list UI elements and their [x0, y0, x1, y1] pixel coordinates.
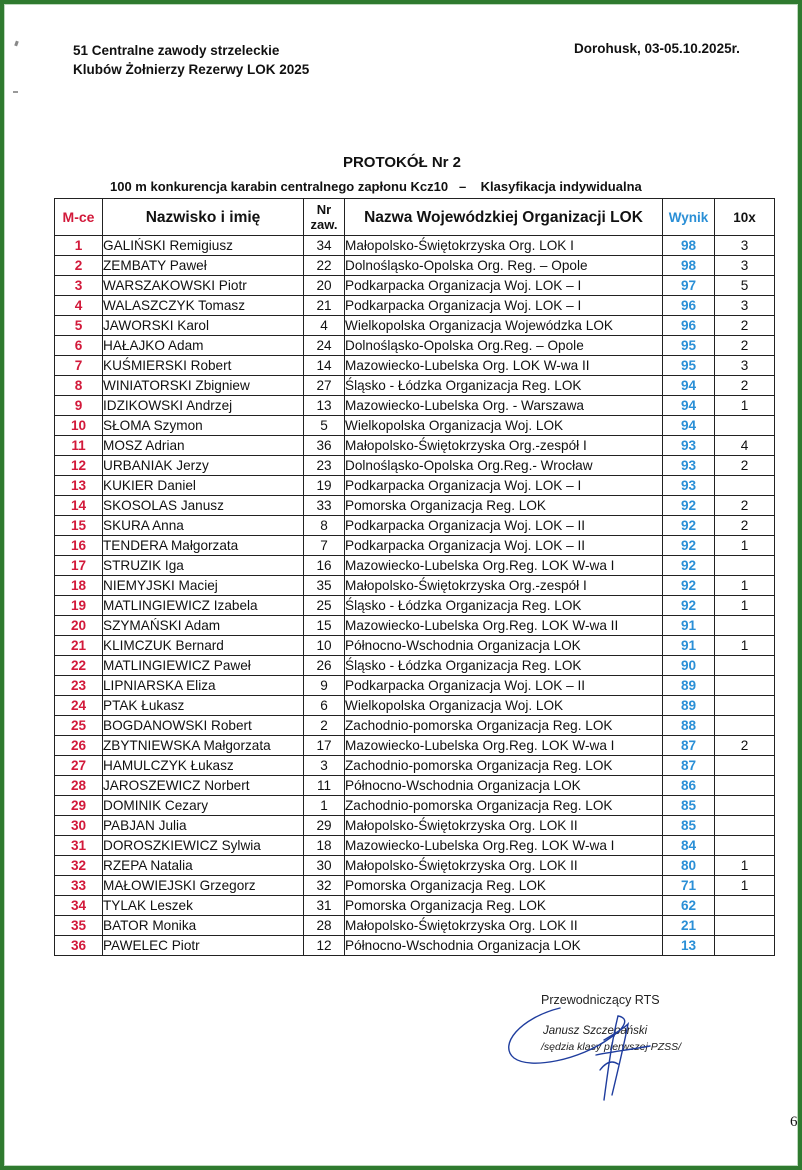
- row-organization: Mazowiecko-Lubelska Org.Reg. LOK W-wa II: [345, 616, 663, 636]
- row-score: 95: [663, 336, 715, 356]
- row-name: SŁOMA Szymon: [103, 416, 304, 436]
- row-tens: 5: [715, 276, 775, 296]
- row-organization: Północno-Wschodnia Organizacja LOK: [345, 776, 663, 796]
- row-name: MATLINGIEWICZ Izabela: [103, 596, 304, 616]
- row-number: 22: [304, 256, 345, 276]
- row-name: RZEPA Natalia: [103, 856, 304, 876]
- row-number: 7: [304, 536, 345, 556]
- row-tens: [715, 776, 775, 796]
- row-score: 94: [663, 416, 715, 436]
- row-tens: [715, 896, 775, 916]
- signature-role: Przewodniczący RTS: [541, 993, 660, 1007]
- row-score: 92: [663, 516, 715, 536]
- row-score: 92: [663, 596, 715, 616]
- row-tens: [715, 556, 775, 576]
- header-organization: Nazwa Wojewódzkiej Organizacji LOK: [345, 199, 663, 236]
- row-organization: Podkarpacka Organizacja Woj. LOK – I: [345, 276, 663, 296]
- row-tens: 1: [715, 856, 775, 876]
- row-name: HAMULCZYK Łukasz: [103, 756, 304, 776]
- row-score: 92: [663, 576, 715, 596]
- row-score: 92: [663, 556, 715, 576]
- row-tens: [715, 676, 775, 696]
- handwritten-signature: [500, 1000, 690, 1105]
- row-place: 28: [55, 776, 103, 796]
- row-score: 80: [663, 856, 715, 876]
- row-organization: Podkarpacka Organizacja Woj. LOK – I: [345, 296, 663, 316]
- row-tens: [715, 756, 775, 776]
- row-place: 24: [55, 696, 103, 716]
- table-row: [55, 556, 775, 576]
- row-tens: 1: [715, 636, 775, 656]
- row-tens: 2: [715, 316, 775, 336]
- row-tens: 2: [715, 736, 775, 756]
- row-tens: 1: [715, 596, 775, 616]
- row-number: 17: [304, 736, 345, 756]
- table-header-row: [55, 199, 775, 236]
- table-row: [55, 896, 775, 916]
- row-number: 26: [304, 656, 345, 676]
- competition-header: [73, 41, 309, 79]
- place-date: Dorohusk, 03-05.10.2025r.: [574, 41, 740, 56]
- row-place: 4: [55, 296, 103, 316]
- row-tens: 1: [715, 396, 775, 416]
- row-place: 9: [55, 396, 103, 416]
- row-organization: Podkarpacka Organizacja Woj. LOK – II: [345, 536, 663, 556]
- table-row: [55, 716, 775, 736]
- table-row: [55, 456, 775, 476]
- row-number: 2: [304, 716, 345, 736]
- row-tens: 3: [715, 356, 775, 376]
- row-place: 2: [55, 256, 103, 276]
- row-name: DOROSZKIEWICZ Sylwia: [103, 836, 304, 856]
- row-organization: Śląsko - Łódzka Organizacja Reg. LOK: [345, 656, 663, 676]
- row-number: 18: [304, 836, 345, 856]
- table-row: [55, 636, 775, 656]
- table-row: [55, 676, 775, 696]
- row-score: 91: [663, 636, 715, 656]
- protocol-subtitle: 100 m konkurencja karabin centralnego zapłonu Kcz10 – Klasyfikacja indywidualna: [110, 179, 642, 194]
- row-number: 28: [304, 916, 345, 936]
- row-place: 8: [55, 376, 103, 396]
- row-organization: Pomorska Organizacja Reg. LOK: [345, 496, 663, 516]
- row-score: 90: [663, 656, 715, 676]
- row-place: 25: [55, 716, 103, 736]
- row-name: KLIMCZUK Bernard: [103, 636, 304, 656]
- table-row: [55, 856, 775, 876]
- row-place: 19: [55, 596, 103, 616]
- row-organization: Pomorska Organizacja Reg. LOK: [345, 896, 663, 916]
- table-row: [55, 696, 775, 716]
- row-score: 97: [663, 276, 715, 296]
- row-organization: Śląsko - Łódzka Organizacja Reg. LOK: [345, 596, 663, 616]
- row-score: 96: [663, 296, 715, 316]
- row-organization: Mazowiecko-Lubelska Org.Reg. LOK W-wa I: [345, 836, 663, 856]
- row-place: 35: [55, 916, 103, 936]
- row-tens: [715, 716, 775, 736]
- row-organization: Małopolsko-Świętokrzyska Org.-zespół I: [345, 436, 663, 456]
- row-score: 84: [663, 836, 715, 856]
- table-row: [55, 476, 775, 496]
- document-page: [4, 4, 798, 1166]
- row-tens: 1: [715, 576, 775, 596]
- row-score: 94: [663, 376, 715, 396]
- row-tens: 2: [715, 496, 775, 516]
- row-number: 15: [304, 616, 345, 636]
- row-name: PAWELEC Piotr: [103, 936, 304, 956]
- row-name: MATLINGIEWICZ Paweł: [103, 656, 304, 676]
- row-place: 14: [55, 496, 103, 516]
- row-score: 95: [663, 356, 715, 376]
- row-place: 21: [55, 636, 103, 656]
- table-row: [55, 516, 775, 536]
- row-name: TENDERA Małgorzata: [103, 536, 304, 556]
- row-name: BOGDANOWSKI Robert: [103, 716, 304, 736]
- row-number: 1: [304, 796, 345, 816]
- table-row: [55, 796, 775, 816]
- row-place: 23: [55, 676, 103, 696]
- table-row: [55, 816, 775, 836]
- row-organization: Podkarpacka Organizacja Woj. LOK – II: [345, 516, 663, 536]
- table-row: [55, 376, 775, 396]
- row-score: 91: [663, 616, 715, 636]
- row-score: 92: [663, 496, 715, 516]
- table-row: [55, 776, 775, 796]
- row-tens: 1: [715, 536, 775, 556]
- row-tens: [715, 916, 775, 936]
- header-name: Nazwisko i imię: [103, 199, 304, 236]
- table-row: [55, 256, 775, 276]
- table-row: [55, 416, 775, 436]
- row-number: 35: [304, 576, 345, 596]
- header-number-line1: Nr: [316, 202, 332, 217]
- row-organization: Mazowiecko-Lubelska Org.Reg. LOK W-wa I: [345, 556, 663, 576]
- table-row: [55, 236, 775, 256]
- row-organization: Mazowiecko-Lubelska Org. LOK W-wa II: [345, 356, 663, 376]
- row-tens: 2: [715, 336, 775, 356]
- row-score: 96: [663, 316, 715, 336]
- row-score: 87: [663, 736, 715, 756]
- row-place: 33: [55, 876, 103, 896]
- row-score: 71: [663, 876, 715, 896]
- row-name: URBANIAK Jerzy: [103, 456, 304, 476]
- row-name: PTAK Łukasz: [103, 696, 304, 716]
- row-place: 27: [55, 756, 103, 776]
- row-organization: Wielkopolska Organizacja Woj. LOK: [345, 696, 663, 716]
- row-place: 26: [55, 736, 103, 756]
- row-tens: 3: [715, 296, 775, 316]
- table-row: [55, 736, 775, 756]
- signature-title: /sędzia klasy pierwszej PZSS/: [541, 1041, 682, 1053]
- row-score: 89: [663, 676, 715, 696]
- row-tens: [715, 696, 775, 716]
- row-organization: Zachodnio-pomorska Organizacja Reg. LOK: [345, 756, 663, 776]
- row-name: JAROSZEWICZ Norbert: [103, 776, 304, 796]
- table-row: [55, 296, 775, 316]
- row-number: 3: [304, 756, 345, 776]
- row-number: 6: [304, 696, 345, 716]
- row-name: WALASZCZYK Tomasz: [103, 296, 304, 316]
- row-score: 93: [663, 456, 715, 476]
- row-organization: Zachodnio-pomorska Organizacja Reg. LOK: [345, 716, 663, 736]
- row-place: 17: [55, 556, 103, 576]
- row-tens: [715, 936, 775, 956]
- row-place: 1: [55, 236, 103, 256]
- row-place: 6: [55, 336, 103, 356]
- table-row: [55, 576, 775, 596]
- row-name: LIPNIARSKA Eliza: [103, 676, 304, 696]
- table-row: [55, 756, 775, 776]
- row-number: 13: [304, 396, 345, 416]
- row-number: 32: [304, 876, 345, 896]
- row-name: WARSZAKOWSKI Piotr: [103, 276, 304, 296]
- row-number: 24: [304, 336, 345, 356]
- row-place: 32: [55, 856, 103, 876]
- row-place: 31: [55, 836, 103, 856]
- row-number: 9: [304, 676, 345, 696]
- table-row: [55, 496, 775, 516]
- row-number: 36: [304, 436, 345, 456]
- row-number: 12: [304, 936, 345, 956]
- row-number: 30: [304, 856, 345, 876]
- table-row: [55, 316, 775, 336]
- row-organization: Wielkopolska Organizacja Wojewódzka LOK: [345, 316, 663, 336]
- header-tens: 10x: [715, 199, 775, 236]
- table-row: [55, 596, 775, 616]
- row-name: WINIATORSKI Zbigniew: [103, 376, 304, 396]
- row-organization: Dolnośląsko-Opolska Org. Reg. – Opole: [345, 256, 663, 276]
- row-organization: Śląsko - Łódzka Organizacja Reg. LOK: [345, 376, 663, 396]
- row-tens: 3: [715, 236, 775, 256]
- results-table: [54, 198, 775, 956]
- row-tens: [715, 476, 775, 496]
- row-place: 34: [55, 896, 103, 916]
- row-score: 13: [663, 936, 715, 956]
- row-name: IDZIKOWSKI Andrzej: [103, 396, 304, 416]
- row-score: 85: [663, 796, 715, 816]
- signature-name: Janusz Szczepański: [543, 1025, 648, 1037]
- row-tens: [715, 836, 775, 856]
- row-place: 5: [55, 316, 103, 336]
- table-row: [55, 396, 775, 416]
- row-name: DOMINIK Cezary: [103, 796, 304, 816]
- row-place: 29: [55, 796, 103, 816]
- row-score: 89: [663, 696, 715, 716]
- row-organization: Dolnośląsko-Opolska Org.Reg.- Wrocław: [345, 456, 663, 476]
- row-tens: 2: [715, 376, 775, 396]
- table-row: [55, 336, 775, 356]
- row-organization: Mazowiecko-Lubelska Org. - Warszawa: [345, 396, 663, 416]
- row-tens: 3: [715, 256, 775, 276]
- row-place: 30: [55, 816, 103, 836]
- row-name: SKURA Anna: [103, 516, 304, 536]
- table-row: [55, 936, 775, 956]
- row-name: GALIŃSKI Remigiusz: [103, 236, 304, 256]
- row-place: 20: [55, 616, 103, 636]
- row-place: 7: [55, 356, 103, 376]
- protocol-title: PROTOKÓŁ Nr 2: [342, 154, 462, 171]
- row-number: 5: [304, 416, 345, 436]
- row-score: 93: [663, 476, 715, 496]
- row-organization: Podkarpacka Organizacja Woj. LOK – I: [345, 476, 663, 496]
- row-tens: 4: [715, 436, 775, 456]
- row-number: 16: [304, 556, 345, 576]
- table-row: [55, 656, 775, 676]
- row-name: ZBYTNIEWSKA Małgorzata: [103, 736, 304, 756]
- row-tens: 1: [715, 876, 775, 896]
- competition-name-line1: 51 Centralne zawody strzeleckie: [73, 43, 280, 58]
- row-organization: Małopolsko-Świętokrzyska Org. LOK II: [345, 816, 663, 836]
- row-name: HAŁAJKO Adam: [103, 336, 304, 356]
- row-score: 85: [663, 816, 715, 836]
- row-tens: 2: [715, 516, 775, 536]
- row-organization: Dolnośląsko-Opolska Org.Reg. – Opole: [345, 336, 663, 356]
- row-number: 21: [304, 296, 345, 316]
- scan-speck: [14, 41, 19, 47]
- row-number: 33: [304, 496, 345, 516]
- row-organization: Wielkopolska Organizacja Woj. LOK: [345, 416, 663, 436]
- page-number: 6: [790, 1114, 798, 1130]
- row-place: 15: [55, 516, 103, 536]
- row-name: PABJAN Julia: [103, 816, 304, 836]
- row-name: MOSZ Adrian: [103, 436, 304, 456]
- row-place: 36: [55, 936, 103, 956]
- row-number: 11: [304, 776, 345, 796]
- table-row: [55, 836, 775, 856]
- row-tens: [715, 656, 775, 676]
- scan-speck: [13, 91, 18, 93]
- row-name: KUKIER Daniel: [103, 476, 304, 496]
- row-score: 92: [663, 536, 715, 556]
- row-score: 94: [663, 396, 715, 416]
- row-place: 3: [55, 276, 103, 296]
- row-name: STRUZIK Iga: [103, 556, 304, 576]
- row-score: 62: [663, 896, 715, 916]
- row-name: JAWORSKI Karol: [103, 316, 304, 336]
- row-score: 21: [663, 916, 715, 936]
- row-place: 12: [55, 456, 103, 476]
- row-organization: Małopolsko-Świętokrzyska Org. LOK II: [345, 856, 663, 876]
- table-row: [55, 536, 775, 556]
- header-number-line2: zaw.: [310, 217, 338, 232]
- row-score: 86: [663, 776, 715, 796]
- row-name: SZYMAŃSKI Adam: [103, 616, 304, 636]
- row-organization: Pomorska Organizacja Reg. LOK: [345, 876, 663, 896]
- row-organization: Małopolsko-Świętokrzyska Org. LOK II: [345, 916, 663, 936]
- row-name: TYLAK Leszek: [103, 896, 304, 916]
- competition-name-line2: Klubów Żołnierzy Rezerwy LOK 2025: [73, 62, 310, 77]
- table-row: [55, 616, 775, 636]
- row-place: 11: [55, 436, 103, 456]
- row-place: 10: [55, 416, 103, 436]
- row-score: 98: [663, 236, 715, 256]
- row-score: 98: [663, 256, 715, 276]
- row-place: 16: [55, 536, 103, 556]
- row-name: SKOSOLAS Janusz: [103, 496, 304, 516]
- header-number: [304, 199, 345, 236]
- row-organization: Mazowiecko-Lubelska Org.Reg. LOK W-wa I: [345, 736, 663, 756]
- row-organization: Północno-Wschodnia Organizacja LOK: [345, 936, 663, 956]
- row-name: NIEMYJSKI Maciej: [103, 576, 304, 596]
- row-organization: Małopolsko-Świętokrzyska Org. LOK I: [345, 236, 663, 256]
- row-name: BATOR Monika: [103, 916, 304, 936]
- row-tens: [715, 416, 775, 436]
- row-organization: Małopolsko-Świętokrzyska Org.-zespół I: [345, 576, 663, 596]
- row-tens: [715, 816, 775, 836]
- row-number: 25: [304, 596, 345, 616]
- row-number: 20: [304, 276, 345, 296]
- table-row: [55, 276, 775, 296]
- row-number: 31: [304, 896, 345, 916]
- header-score: Wynik: [663, 199, 715, 236]
- row-number: 19: [304, 476, 345, 496]
- row-number: 10: [304, 636, 345, 656]
- results-body: [55, 236, 775, 956]
- row-tens: 2: [715, 456, 775, 476]
- header-place: M-ce: [55, 199, 103, 236]
- row-number: 4: [304, 316, 345, 336]
- row-number: 23: [304, 456, 345, 476]
- table-row: [55, 356, 775, 376]
- row-number: 8: [304, 516, 345, 536]
- row-tens: [715, 796, 775, 816]
- row-place: 18: [55, 576, 103, 596]
- table-row: [55, 916, 775, 936]
- row-tens: [715, 616, 775, 636]
- table-row: [55, 436, 775, 456]
- row-place: 13: [55, 476, 103, 496]
- row-organization: Zachodnio-pomorska Organizacja Reg. LOK: [345, 796, 663, 816]
- row-place: 22: [55, 656, 103, 676]
- row-name: MAŁOWIEJSKI Grzegorz: [103, 876, 304, 896]
- table-row: [55, 876, 775, 896]
- row-score: 87: [663, 756, 715, 776]
- row-name: ZEMBATY Paweł: [103, 256, 304, 276]
- row-number: 27: [304, 376, 345, 396]
- row-name: KUŚMIERSKI Robert: [103, 356, 304, 376]
- row-organization: Północno-Wschodnia Organizacja LOK: [345, 636, 663, 656]
- row-number: 34: [304, 236, 345, 256]
- row-score: 93: [663, 436, 715, 456]
- row-organization: Podkarpacka Organizacja Woj. LOK – II: [345, 676, 663, 696]
- row-number: 14: [304, 356, 345, 376]
- row-number: 29: [304, 816, 345, 836]
- row-score: 88: [663, 716, 715, 736]
